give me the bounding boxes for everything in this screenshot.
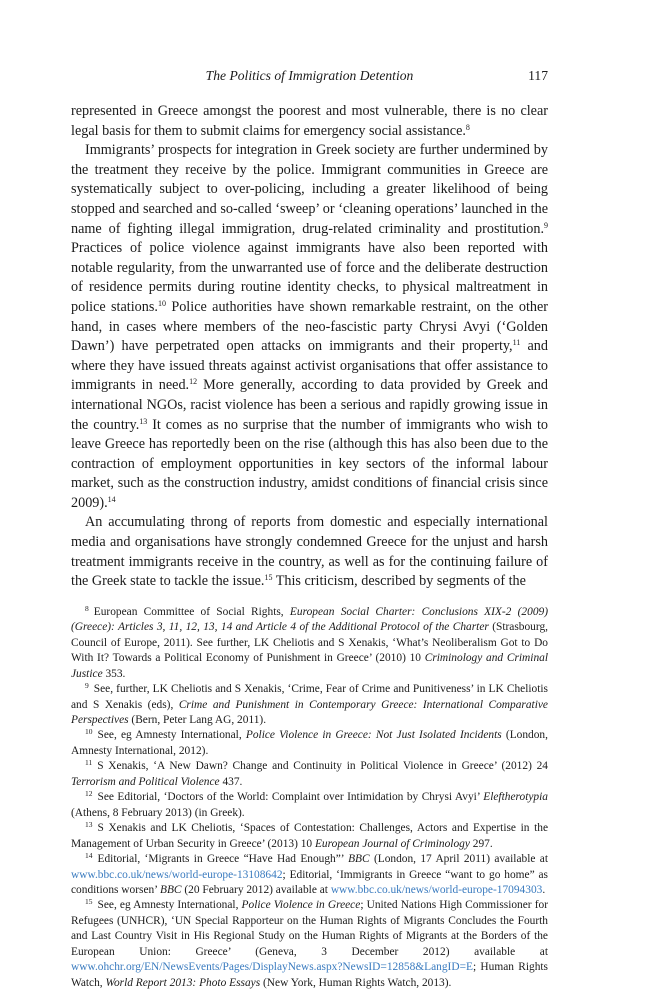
footnote-10: $^{10}$ See, eg Amnesty International, Police Violence in Greece: Not Just Isolated Incidents (London, Amnesty International, 2012). [71,727,548,757]
footnotes [71,605,548,991]
footnote-8: $^8$ European Committee of Social Rights, European Social Charter: Conclusions XIX-2 (2009) (Greece): Articles 3, 11, 12, 13, 14 and Article 4 of the Additional Protocol of the Charter (Strasbourg, Council of Europe, 2011). See further, LK Cheliotis and S Xenakis, ‘What’s Neoliberalism Got to Do With It? Towards a Political Economy of Punishment in Greece’ (2010) 10 Criminology and Criminal Justice 353. [71,603,549,680]
running-header [71,66,548,88]
footnote-ref-11[interactable]: 11 [512,338,521,348]
footnote-ref-13[interactable]: 13 [139,416,148,426]
footnote-9: $^9$ See, further, LK Cheliotis and S Xenakis, ‘Crime, Fear of Crime and Punitiveness’ in LK Cheliotis and S Xenakis (eds), Crime and Punishment in Contemporary Greece: International Comparative Perspectives (Bern, Peter Lang AG, 2011). [71,681,548,727]
footnote-ref-14[interactable]: 14 [107,494,116,504]
running-title: The Politics of Immigration Detention [205,68,414,83]
footnote-13: $^{13}$ S Xenakis and LK Cheliotis, ‘Spaces of Contestation: Challenges, Actors and Expertise in the Management of Urban Security in Greece’ (2013) 10 European Journal of Criminology 297. [71,820,548,850]
paragraph-2: Immigrants’ prospects for integration in Greek society are further undermined by the treatment they receive by the police. Immigrant communities in Greece are systematically subject to over-policing, including a greater likelihood of being stopped and searched and so-called ‘sweep’ or ‘cleaning operations’ launched in the name of fighting illegal immigration, drug-related criminality and prostitution.$^9$ Practices of police violence against immigrants have also been reported with notable regularity, from the unwarranted use of force and the deliberate destruction of residence permits during routine identity checks, to physical maltreatment in police stations.$^{10}$ Police authorities have shown remarkable restraint, on the other hand, in cases where members of the neo-fascistic party Chrysi Avyi (‘Golden Dawn’) have perpetrated open attacks on immigrants and their property,$^{11}$ and where they have issued threats against activist organisations that offer assistance to immigrants in need.$^{12}$ More generally, according to data provided by Greek and international NGOs, racist violence has been a serious and rapidly growing issue in the country.$^{13}$ It comes as no surprise that the number of immigrants who wish to leave Greece has reportedly been on the rise (although this has also been due to the contraction of employment opportunities in key sectors of the informal labour market, such as the construction industry, amidst conditions of financial crisis since 2009).$^{14}$ [71,142,549,511]
footnote-number: 15 [85,897,93,907]
paragraph-1: represented in Greece amongst the poorest and most vulnerable, there is no clear legal basis for them to submit claims for emergency social assistance.$^8$ [71,103,548,139]
footnote-number: 9 [85,681,89,691]
footnote-number: 11 [85,758,93,768]
footnote-number: 10 [85,727,93,737]
footnote-15: $^{15}$ See, eg Amnesty International, Police Violence in Greece; United Nations High Commissioner for Refugees (UNHCR), ‘UN Special Rapporteur on the Human Rights of Migrants Concludes the Fourth and Last Country Visit in His Regional Study on the Human Rights of Migrants at the Borders of the European Union: Greece’ (Geneva, 3 December 2012) available at www.ohchr.org/EN/NewsEvents/Pages/DisplayNews.aspx?NewsID=12858&LangID=E; Human Rights Watch, World Report 2013: Photo Essays (New York, Human Rights Watch, 2013). [71,897,548,989]
footnote-ref-15[interactable]: 15 [264,573,273,583]
footnote-12: $^{12}$ See Editorial, ‘Doctors of the World: Complaint over Intimidation by Chrysi Avyi’ Eleftherotypia (Athens, 8 February 2013) (in Greek). [71,789,548,819]
body-text [71,102,548,592]
footnote-number: 14 [85,851,93,861]
page-number: 117 [528,68,548,83]
url-link[interactable]: www.ohchr.org/EN/NewsEvents/Pages/DisplayNews.aspx?NewsID=12858&LangID=E [71,961,473,974]
paragraph-3: An accumulating throng of reports from domestic and especially international media and organisations have strongly condemned Greece for the unjust and harsh treatment immigrants receive in the country, as well as for the continuing failure of the Greek state to tackle the issue.$^{15}$ This criticism, described by segments of the [71,514,548,590]
url-link[interactable]: www.bbc.co.uk/news/world-europe-13108642 [71,868,283,881]
footnote-ref-10[interactable]: 10 [157,298,166,308]
footnote-ref-12[interactable]: 12 [189,377,198,387]
footnote-number: 13 [85,820,93,830]
footnote-ref-9[interactable]: 9 [544,220,548,230]
book-page [71,66,548,991]
url-link[interactable]: www.bbc.co.uk/news/world-europe-17094303 [330,884,543,896]
footnote-number: 12 [85,789,93,799]
footnote-14: $^{14}$ Editorial, ‘Migrants in Greece “Have Had Enough”’ BBC (London, 17 April 2011) available at www.bbc.co.uk/news/world-europe-13108642; Editorial, ‘Immigrants in Greece “want to go home” as conditions worsen’ BBC (20 February 2012) available at www.bbc.co.uk/news/world-europe-17094303. [71,851,548,896]
footnote-11: $^{11}$ S Xenakis, ‘A New Dawn? Change and Continuity in Political Violence in Greece’ (2012) 24 Terrorism and Political Violence 437. [71,758,548,788]
footnote-number: 8 [85,603,89,613]
footnote-ref-8[interactable]: 8 [465,122,470,132]
